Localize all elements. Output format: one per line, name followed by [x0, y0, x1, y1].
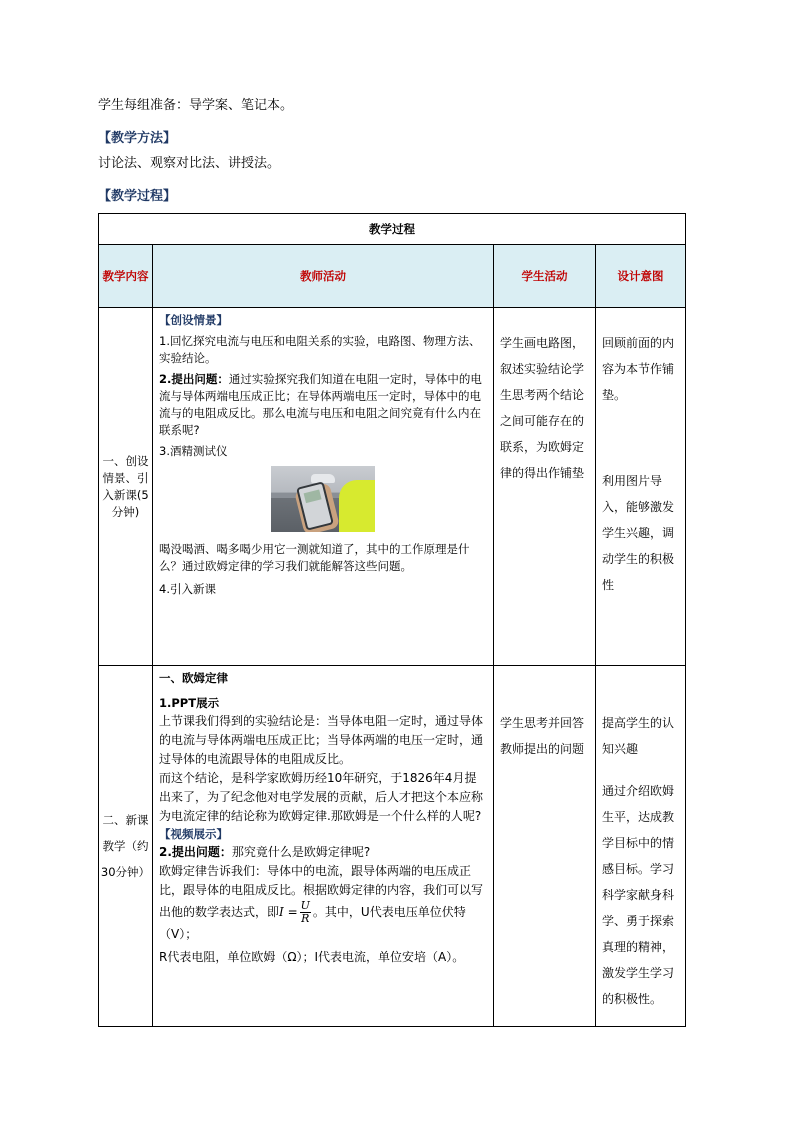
header-content: 教学内容 [99, 245, 153, 308]
section2-p4: 欧姆定律告诉我们：导体中的电流，跟导体两端的电压成正比，跟导体的电阻成反比。根据欧姆定律的内容，我们可以写出他的数学表达式，即I = $\frac{U}{R}$ 。其中，U代表电压单位伏特（V）； [159, 864, 484, 941]
header-student: 学生活动 [494, 245, 596, 308]
section2-h2: 1.PPT展示 [159, 696, 220, 710]
section1-p2: 2.提出问题：通过实验探究我们知道在电阻一定时，导体中的电流与导体两端电压成正比；在导体两端电压一定时，导体中的电流与的电阻成反比。那么电流与电压和电阻之间究竟有什么内在联系呢? [159, 372, 482, 437]
section1-student-activity: 学生画电路图，叙述实验结论学生思考两个结论之间可能存在的联系，为欧姆定律的得出作铺垫 [494, 308, 596, 666]
section1-photo-wrap [159, 466, 487, 537]
section2-label: 二、新课教学（约30分钟） [99, 666, 153, 1027]
section1-p3: 3.酒精测试仪 [159, 444, 228, 458]
section2-h1: 一、欧姆定律 [159, 671, 228, 685]
method-text: 讨论法、观察对比法、讲授法。 [98, 156, 281, 171]
section1-subheading: 【创设情景】 [159, 313, 228, 327]
section1-p1: 1.回忆探究电流与电压和电阻关系的实验，电路图、物理方法、实验结论。 [159, 334, 481, 365]
section2-subheading: 【视频展示】 [159, 827, 228, 841]
section2-intent-a: 提高学生的认知兴趣 [602, 716, 675, 756]
section1-p4: 喝没喝酒、喝多喝少用它一测就知道了，其中的工作原理是什么？通过欧姆定律的学习我们就能解答这些问题。 [159, 542, 470, 573]
header-intent: 设计意图 [596, 245, 686, 308]
section2-design-intent [596, 666, 686, 1027]
prep-line: 学生每组准备：导学案、笔记本。 [98, 98, 294, 113]
section2-student-activity: 学生思考并回答教师提出的问题 [494, 666, 596, 1027]
table-title: 教学过程 [99, 214, 686, 245]
formula-lhs: I = [279, 905, 298, 919]
ohm-formula-fraction: $\frac{U}{R}$ [300, 899, 310, 925]
section2-p2: 而这个结论，是科学家欧姆历经10年研究，于1826年4月提出来了，为了纪念他对电学发展的贡献，后人才把这个本应称为电流定律的结论称为欧姆定律.那欧姆是一个什么样的人呢? [159, 771, 484, 823]
section2-p5: R代表电阻，单位欧姆（Ω）；I代表电流，单位安培（A）。 [159, 950, 465, 964]
header-teacher: 教师活动 [153, 245, 494, 308]
section1-design-intent [596, 308, 686, 666]
section2-p1: 上节课我们得到的实验结论是：当导体电阻一定时，通过导体的电流与导体两端电压成正比；当导体两端的电压一定时，通过导体的电流跟导体的电阻成反比。 [159, 714, 484, 766]
section2-teacher-activity [153, 666, 494, 1027]
breathalyzer-photo [271, 466, 375, 532]
section1-intent-a: 回顾前面的内容为本节作铺垫。 [602, 336, 675, 402]
section1-teacher-activity [153, 308, 494, 666]
section1-intent-b: 利用图片导入，能够激发学生兴趣，调动学生的积极性 [602, 474, 675, 592]
lesson-process-table [98, 213, 686, 1027]
method-heading: 【教学方法】 [98, 131, 177, 146]
process-heading: 【教学过程】 [98, 189, 177, 204]
section2-p3: 2.提出问题：那究竟什么是欧姆定律呢? [159, 845, 371, 859]
section1-label: 一、创设情景、引入新课(5分钟) [99, 308, 153, 666]
section1-p5: 4.引入新课 [159, 582, 216, 596]
section2-intent-b: 通过介绍欧姆生平，达成教学目标中的情感目标。学习科学家献身科学、勇于探索真理的精神，激发学生学习的积极性。 [602, 784, 675, 1006]
